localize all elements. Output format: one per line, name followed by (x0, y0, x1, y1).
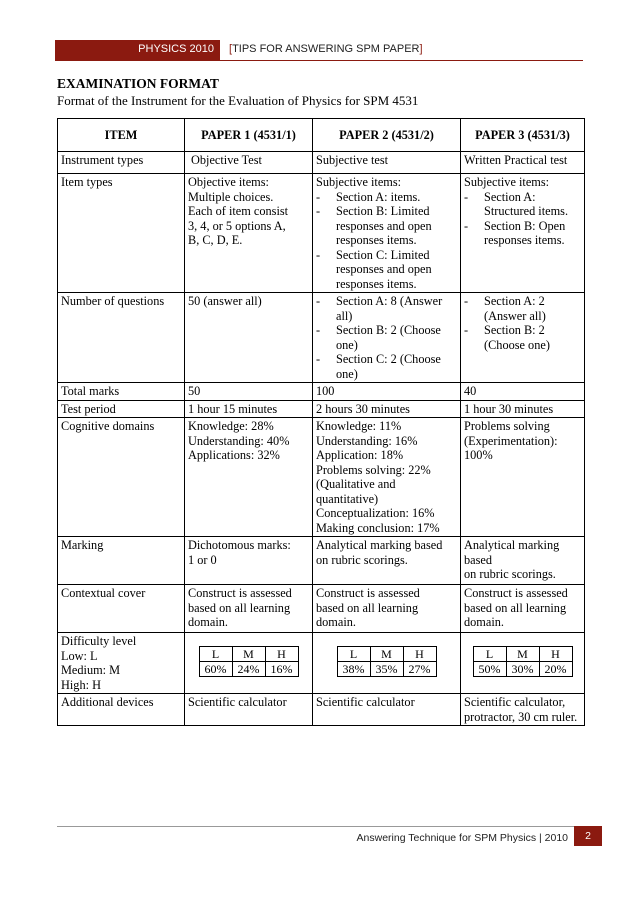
cell (313, 293, 461, 383)
cell (313, 633, 461, 694)
cell-line: Difficulty level (61, 634, 137, 648)
row-label: Total marks (58, 383, 185, 401)
cell-line: Understanding: 40% (188, 433, 290, 448)
cell-line: Problems solving (464, 419, 550, 433)
cell-line: on rubric scorings. (316, 552, 408, 567)
diff-col: M (370, 647, 403, 662)
cell-line: on rubric scorings. (464, 567, 556, 581)
list-item: - Section B: 2 (Choose one) (316, 323, 457, 352)
cell-line: Subjective items: (464, 175, 550, 189)
cell: Scientific calculator (313, 694, 461, 726)
cell-line: domain. (316, 615, 356, 629)
cell-line: Subjective items: (316, 175, 402, 189)
cell-line: domain. (464, 615, 504, 629)
cell-line: 3, 4, or 5 options A, (188, 218, 286, 233)
list-item: - Section A: Structured items. (464, 190, 581, 219)
cell-line: Application: 18% (316, 448, 404, 462)
cell (461, 585, 585, 633)
cell: Scientific calculator (185, 694, 313, 726)
header-bracket-close: ] (419, 43, 423, 55)
cell-line: Scientific calculator, (464, 695, 566, 709)
table-row (58, 293, 585, 383)
header-bracket-open: [ (229, 43, 233, 55)
footer-divider (57, 826, 583, 827)
diff-value: 35% (370, 662, 403, 677)
cell-line: Analytical marking based (316, 538, 443, 552)
diff-col: L (199, 647, 232, 662)
cell-line: Problems solving: 22% (316, 462, 431, 477)
cell-line: based on all learning (464, 600, 567, 615)
cell-line: quantitative) (316, 491, 379, 506)
header-tips-text: TIPS FOR ANSWERING SPM PAPER (232, 43, 420, 55)
row-label (58, 633, 185, 694)
row-label: Item types (58, 174, 185, 293)
cell-line: protractor, 30 cm ruler. (464, 709, 578, 724)
cell-line: 1 or 0 (188, 552, 217, 567)
cell: 50 (185, 383, 313, 401)
cell-line: (Qualitative and (316, 477, 396, 491)
cell (313, 174, 461, 293)
dash-list (464, 190, 581, 248)
list-item: - Section A: 2 (Answer all) (464, 294, 581, 323)
cell-line: Medium: M (61, 663, 121, 677)
cell-line: Analytical marking based (464, 538, 560, 567)
cell (313, 585, 461, 633)
cell-line: Understanding: 16% (316, 433, 418, 448)
page-header (55, 40, 583, 60)
cell-line: Construct is assessed (316, 586, 420, 600)
cell (185, 585, 313, 633)
diff-col: H (539, 647, 572, 662)
row-label: Contextual cover (58, 585, 185, 633)
cell-line: Knowledge: 11% (316, 419, 402, 433)
cell-line: Construct is assessed (464, 586, 568, 600)
cell: 1 hour 30 minutes (461, 400, 585, 418)
cell (185, 418, 313, 537)
cell-line: Conceptualization: 16% (316, 506, 435, 520)
difficulty-table-paper1 (199, 646, 299, 677)
diff-value: 24% (232, 662, 265, 677)
cell-line: Knowledge: 28% (188, 419, 274, 433)
list-item: - Section B: 2 (Choose one) (464, 323, 581, 352)
list-item: - Section B: Limited responses and open responses items. (316, 204, 457, 248)
exam-format-table (57, 118, 585, 726)
header-subject-bar (55, 40, 220, 60)
page-number: 2 (574, 826, 602, 846)
cell-line: Making conclusion: 17% (316, 520, 440, 535)
diff-col: H (403, 647, 436, 662)
cell: Written Practical test (461, 152, 585, 174)
diff-value: 38% (337, 662, 370, 677)
diff-value: 20% (539, 662, 572, 677)
cell-line: Construct is assessed (188, 586, 292, 600)
diff-col: M (232, 647, 265, 662)
header-paper1: PAPER 1 (4531/1) (185, 119, 313, 152)
dash-list (464, 294, 581, 352)
cell-line: Multiple choices. (188, 189, 274, 204)
cell-line: Low: L (61, 648, 98, 663)
diff-col: L (337, 647, 370, 662)
cell: 1 hour 15 minutes (185, 400, 313, 418)
table-row (58, 694, 585, 726)
table-row (58, 537, 585, 585)
cell: 2 hours 30 minutes (313, 400, 461, 418)
table-row (58, 633, 585, 694)
list-item: - Section C: Limited responses and open responses items. (316, 248, 457, 292)
list-item: - Section A: 8 (Answer all) (316, 294, 457, 323)
list-item: - Section B: Open responses items. (464, 219, 581, 248)
diff-value: 30% (506, 662, 539, 677)
cell (185, 537, 313, 585)
row-label: Marking (58, 537, 185, 585)
cell (313, 537, 461, 585)
cell-line: High: H (61, 677, 101, 692)
cell: 100 (313, 383, 461, 401)
diff-value: 27% (403, 662, 436, 677)
cell-line: Applications: 32% (188, 448, 280, 462)
diff-col: L (473, 647, 506, 662)
table-row (58, 152, 585, 174)
cell (313, 418, 461, 537)
header-paper3: PAPER 3 (4531/3) (461, 119, 585, 152)
row-label: Instrument types (58, 152, 185, 174)
cell: 40 (461, 383, 585, 401)
table-row (58, 585, 585, 633)
cell (461, 293, 585, 383)
header-divider (55, 60, 583, 61)
cell: Objective Test (185, 152, 313, 174)
difficulty-table-paper3 (473, 646, 573, 677)
cell-line: Dichotomous marks: (188, 538, 291, 552)
diff-value: 16% (265, 662, 298, 677)
diff-value: 60% (199, 662, 232, 677)
list-item: - Section A: items. (316, 190, 457, 205)
cell (461, 418, 585, 537)
row-label: Additional devices (58, 694, 185, 726)
table-row (58, 418, 585, 537)
row-label: Number of questions (58, 293, 185, 383)
cell-line: Each of item consist (188, 204, 289, 218)
cell-line: domain. (188, 615, 228, 629)
cell-line: Objective items: (188, 175, 269, 189)
cell (461, 174, 585, 293)
cell (185, 174, 313, 293)
footer-text: Answering Technique for SPM Physics | 2010 (356, 832, 568, 844)
row-label: Cognitive domains (58, 418, 185, 537)
header-subject: PHYSICS 2010 (138, 43, 214, 55)
table-row (58, 383, 585, 401)
cell: Subjective test (313, 152, 461, 174)
cell: 50 (answer all) (185, 293, 313, 383)
dash-list (316, 190, 457, 292)
page-title: EXAMINATION FORMAT (57, 76, 219, 91)
dash-list (316, 294, 457, 381)
cell-line: based on all learning (316, 600, 419, 615)
header-tips (229, 43, 423, 55)
diff-value: 50% (473, 662, 506, 677)
diff-col: H (265, 647, 298, 662)
header-paper2: PAPER 2 (4531/2) (313, 119, 461, 152)
header-item: ITEM (58, 119, 185, 152)
page-subtitle: Format of the Instrument for the Evaluation of Physics for SPM 4531 (57, 93, 419, 108)
list-item: - Section C: 2 (Choose one) (316, 352, 457, 381)
cell-line: B, C, D, E. (188, 233, 243, 247)
cell (461, 537, 585, 585)
cell (461, 694, 585, 726)
table-row (58, 400, 585, 418)
cell (185, 633, 313, 694)
difficulty-table-paper2 (337, 646, 437, 677)
cell (461, 633, 585, 694)
row-label: Test period (58, 400, 185, 418)
cell-line: based on all learning (188, 600, 291, 615)
table-row (58, 174, 585, 293)
cell-line: (Experimentation): 100% (464, 433, 558, 462)
table-header-row (58, 119, 585, 152)
diff-col: M (506, 647, 539, 662)
